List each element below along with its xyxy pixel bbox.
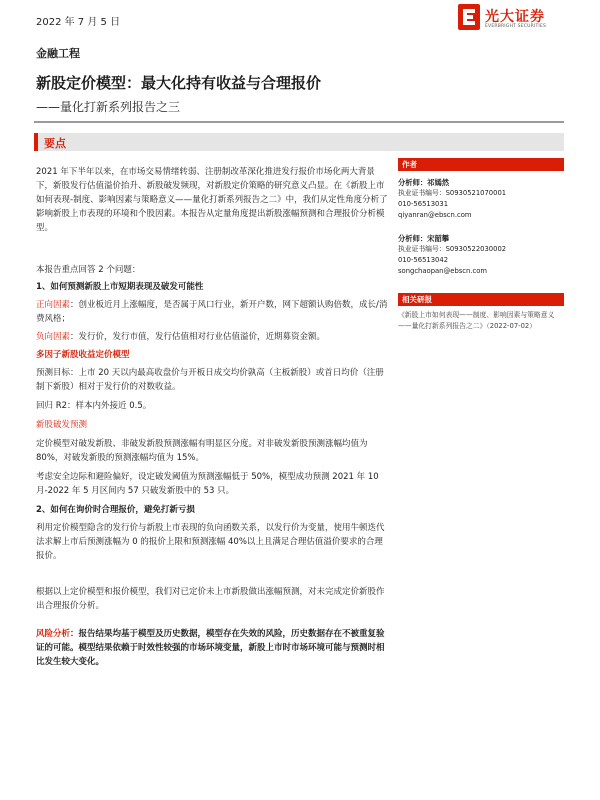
risk-text: ：报告结果均基于模型及历史数据，模型存在失效的风险，历史数据存在不被重复验证的可能。模型结果依赖于时效性较强的市场环境变量，新股上市时市场环境可能与预测时相比发生较大变化。 (36, 629, 385, 667)
report-category: 金融工程 (36, 47, 80, 60)
analyst-2-phone: 010-56513042 (398, 256, 449, 264)
prediction-target: 预测目标：上市 20 天以内最高收盘价与开板日成交均价孰高（主板新股）或首日均价（注册制下新股）相对于发行价的对数收益。 (36, 368, 384, 392)
key-points-label: 要点 (44, 137, 66, 150)
positive-factors (36, 298, 388, 326)
everbright-logo-icon (458, 4, 480, 30)
analyst-1-email[interactable]: qiyanran@ebscn.com (398, 211, 472, 219)
related-research-heading: 相关研报 (398, 293, 564, 306)
break-paragraph-1: 定价模型对破发新股、非破发新股预测涨幅有明显区分度。对非破发新股预测涨幅均值为 80%，对破发新股的预测涨幅均值为 15%。 (36, 439, 368, 463)
positive-factors-text: ：创业板近月上涨幅度，是否属于风口行业，新开户数，网下超额认购倍数，成长/消费风格； (36, 300, 388, 324)
logo-subtitle: EVERBRIGHT SECURITIES (485, 24, 547, 29)
report-subtitle: ——量化打新系列报告之三 (36, 100, 181, 114)
analyst-2-cert: 执业证书编号：S0930522030002 (398, 245, 507, 253)
logo-name: 光大证券 (485, 9, 545, 25)
analyst-1-phone: 010-56513031 (398, 200, 449, 208)
analyst-1-name: 分析师：祁嫣然 (398, 178, 450, 187)
related-research-link[interactable]: 《新股上市如何表现——制度、影响因素与策略意义——量化打新系列报告之二》（2022-07-02） (398, 311, 555, 330)
report-date: 2022 年 7 月 5 日 (36, 17, 121, 28)
model-heading: 多因子新股收益定价模型 (36, 350, 130, 360)
everbright-logo (458, 4, 568, 34)
break-paragraph-2: 考虑安全边际和避险偏好，设定破发阈值为预测涨幅低于 50%，模型成功预测 2021 年 10 月-2022 年 5 月区间内 57 只破发新股中的 53 只。 (36, 472, 379, 496)
analyst-2-name: 分析师：宋韶攀 (398, 234, 450, 243)
risk-label: 风险分析 (36, 629, 71, 639)
analyst-1-cert: 执业证书编号：S0930521070001 (398, 189, 507, 197)
break-heading: 新股破发预测 (36, 420, 88, 430)
negative-factors (36, 330, 388, 344)
question-1-heading: 1、如何预测新股上市短期表现及破发可能性 (36, 282, 204, 292)
intro-paragraph: 2021 年下半年以来，在市场交易情绪转弱、注册制改革深化推进发行报价市场化两大背景下，新股发行估值溢价抬升、新股破发频现，对新股定价策略的研究意义凸显。在《新股上市如何表现-制度、影响因素与策略意义——量化打新系列报告之二》中，我们从定性角度分析了影响新股上市表现的环境和个股因素。本报告从定量角度提出新股涨幅预测和合理报价分析模型。 (36, 167, 388, 233)
question-2-text: 利用定价模型隐含的发行价与新股上市表现的负向函数关系，以发行价为变量，使用牛顿迭代法求解上市后预测涨幅为 0 的报价上限和预测涨幅 40%以上且满足合理估值溢价要求的合理报价。 (36, 523, 385, 561)
question-2-heading: 2、如何在询价时合理报价，避免打新亏损 (36, 505, 195, 515)
regression-r2: 回归 R2：样本内外接近 0.5。 (36, 401, 152, 411)
key-points-header (34, 133, 564, 151)
main-content (36, 165, 388, 669)
authors-heading: 作者 (398, 158, 564, 171)
report-title: 新股定价模型：最大化持有收益与合理报价 (36, 74, 322, 92)
negative-factors-text: ：发行价，发行市值，发行估值相对行业估值溢价，近期募资金额。 (70, 332, 326, 342)
risk-analysis (36, 627, 388, 669)
questions-intro: 本报告重点回答 2 个问题： (36, 265, 141, 275)
sidebar (398, 158, 564, 332)
key-points-accent (34, 133, 38, 151)
analyst-2-email[interactable]: songchaopan@ebscn.com (398, 267, 488, 275)
title-divider (34, 121, 564, 123)
negative-factors-label: 负向因素 (36, 332, 71, 342)
positive-factors-label: 正向因素 (36, 300, 71, 310)
conclusion-paragraph: 根据以上定价模型和报价模型，我们对已定价未上市新股做出涨幅预测，对未完成定价新股作出合理报价分析。 (36, 587, 385, 611)
